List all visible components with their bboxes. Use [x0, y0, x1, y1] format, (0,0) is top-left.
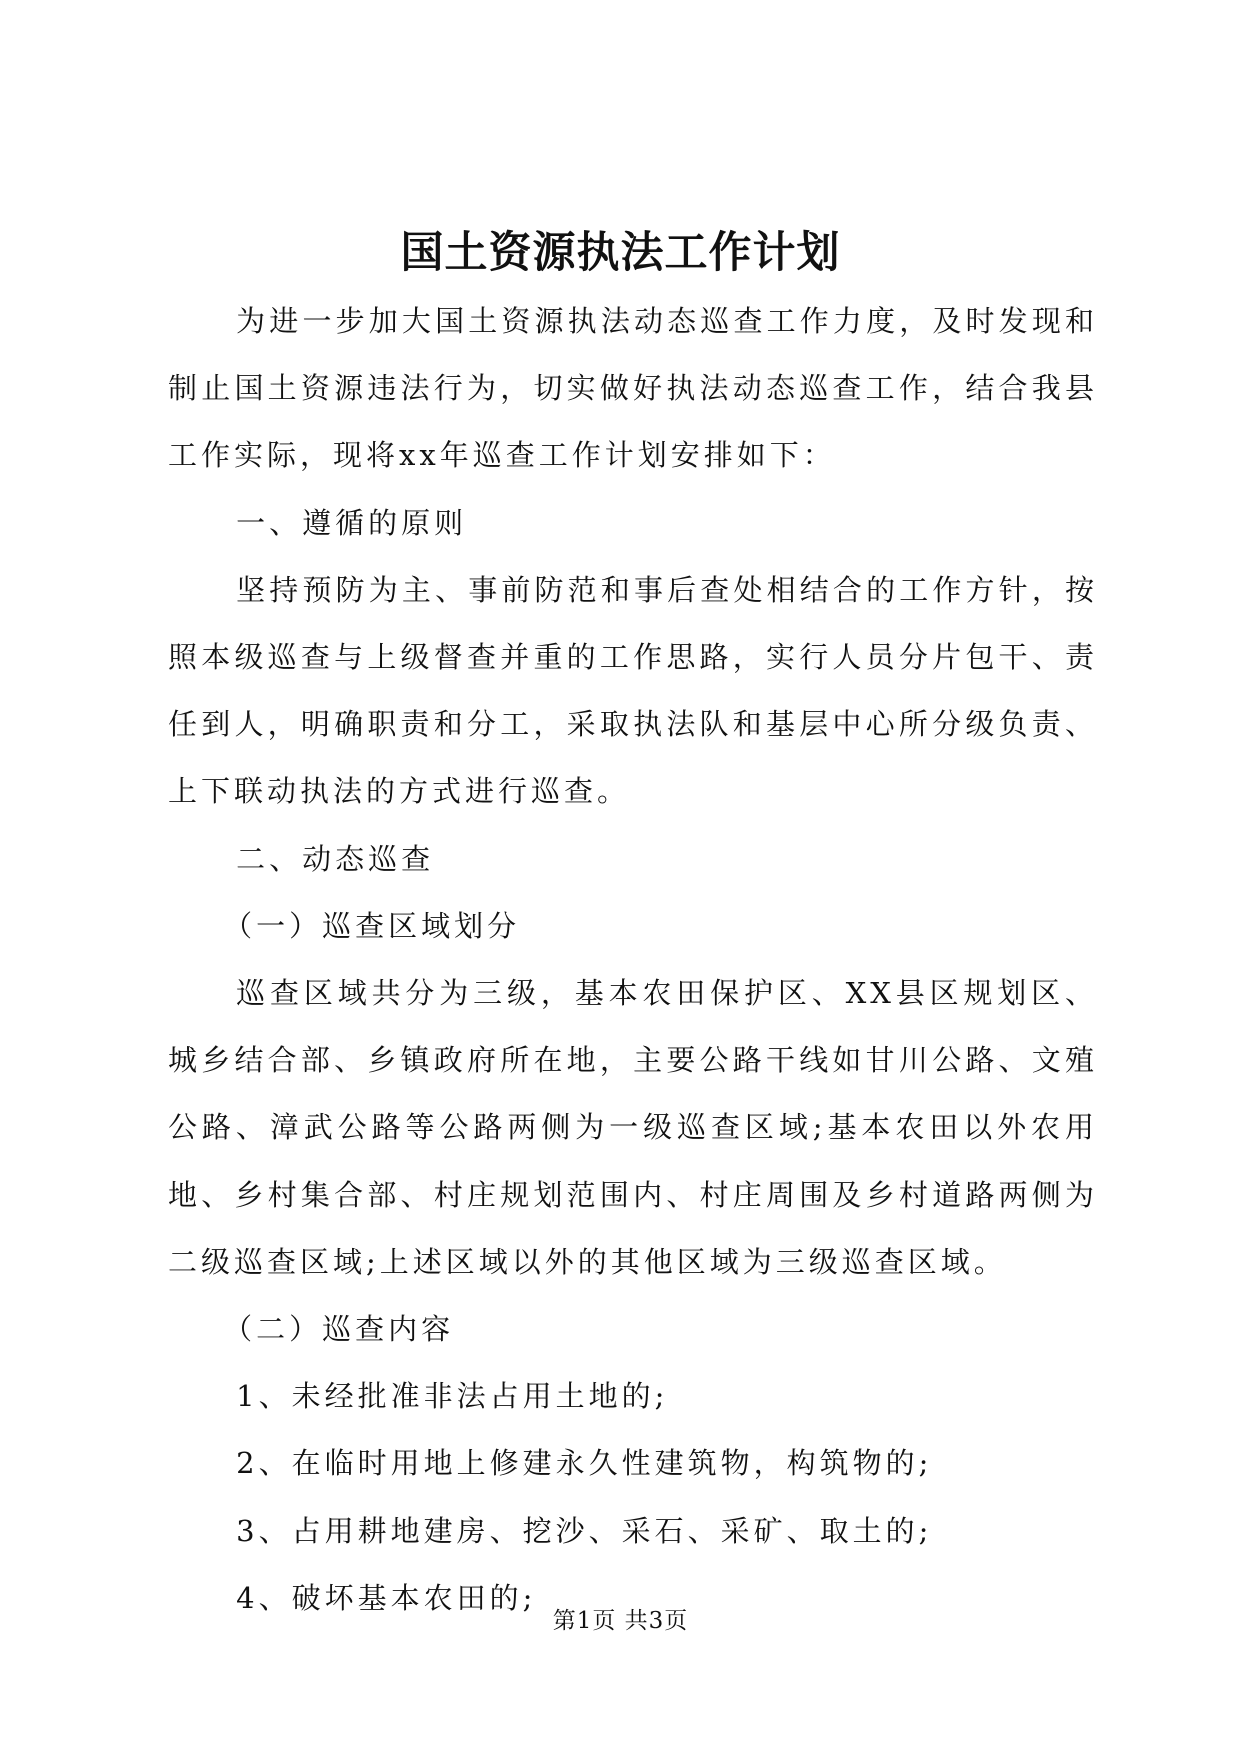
section-heading-dynamic-inspection: 二、动态巡查 — [236, 841, 435, 876]
document-body — [168, 288, 1098, 1632]
list-item-4: 4、破坏基本农田的; — [236, 1580, 537, 1615]
principles-paragraph: 坚持预防为主、事前防范和事后查处相结合的工作方针，按照本级巡查与上级督查并重的工作思路，实行人员分片包干、责任到人，明确职责和分工，采取执法队和基层中心所分级负责、上下联动执法的方式进行巡查。 — [168, 572, 1098, 809]
list-item-3: 3、占用耕地建房、挖沙、采石、采矿、取土的; — [236, 1513, 933, 1548]
subsection-heading-inspection-content: （二）巡查内容 — [223, 1312, 455, 1347]
area-division-paragraph: 巡查区域共分为三级，基本农田保护区、XX县区规划区、城乡结合部、乡镇政府所在地，主要公路干线如甘川公路、文殖公路、漳武公路等公路两侧为一级巡查区域;基本农田以外农用地、乡村集合部、村庄规划范围内、村庄周围及乡村道路两侧为二级巡查区域;上述区域以外的其他区域为三级巡查区域。 — [168, 976, 1098, 1279]
intro-paragraph: 为进一步加大国土资源执法动态巡查工作力度，及时发现和制止国土资源违法行为，切实做好执法动态巡查工作，结合我县工作实际，现将xx年巡查工作计划安排如下： — [168, 304, 1098, 473]
document-title: 国土资源执法工作计划 — [400, 228, 841, 278]
subsection-heading-area-division: （一）巡查区域划分 — [223, 908, 521, 943]
list-item-2: 2、在临时用地上修建永久性建筑物，构筑物的; — [236, 1446, 933, 1481]
page-number-footer: 第1页 共3页 — [552, 1608, 689, 1634]
list-item-1: 1、未经批准非法占用土地的; — [236, 1379, 669, 1414]
section-heading-principles: 一、遵循的原则 — [236, 505, 468, 540]
